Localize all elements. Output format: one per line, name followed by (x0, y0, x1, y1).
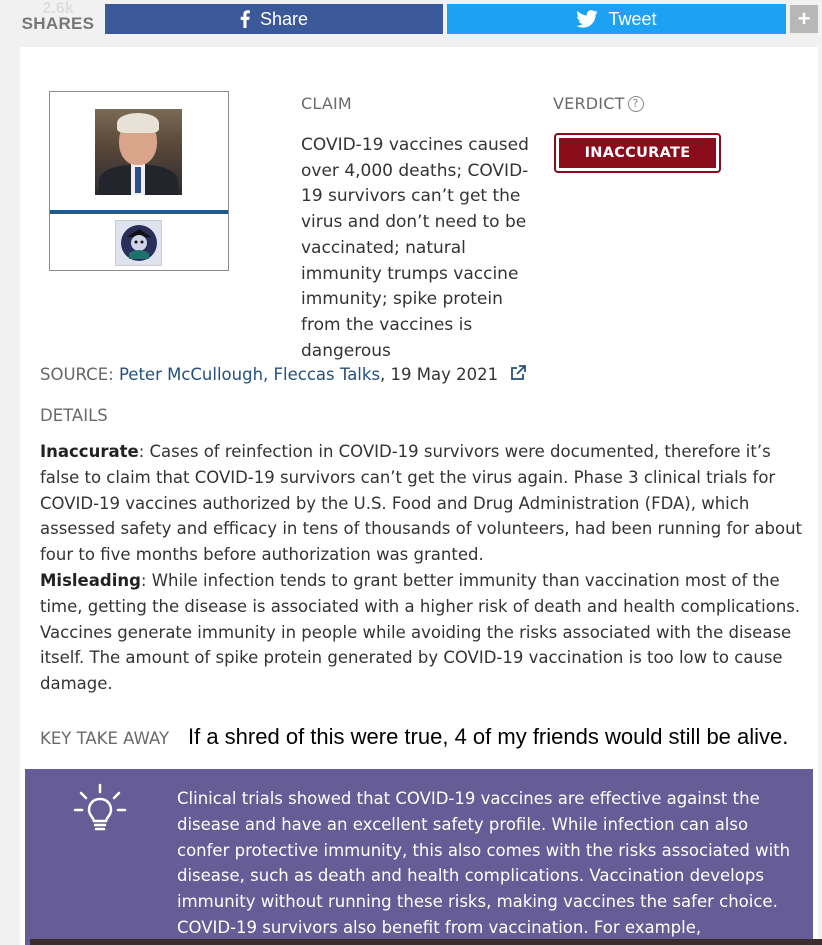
source-line (40, 364, 527, 386)
claim-text: COVID-19 vaccines caused over 4,000 deaths; COVID-19 survivors can’t get the virus and don’t need to be vaccinated; natural immunity trumps vaccine immunity; spike protein from the vaccines is dangerous (301, 135, 529, 361)
claim-source-image (49, 91, 229, 271)
lightbulb-icon (73, 783, 127, 841)
detail-text: : Cases of reinfection in COVID-19 survivors were documented, therefore it’s false to claim that COVID-19 survivors can’t get the virus again. Phase 3 clinical trials for COVID-19 vaccines authorized by the U.S. Food and Drug Administration (FDA), which assessed safety and efficacy in tens of thousands of volunteers, had been running for about four to five months before authorization was granted. (40, 442, 803, 565)
facebook-icon (240, 10, 250, 28)
bottom-strip (30, 939, 822, 945)
key-take-away-label: KEY TAKE AWAY (40, 729, 170, 748)
verdict-label (553, 94, 644, 113)
share-count (18, 2, 98, 32)
facebook-share-button[interactable] (105, 4, 443, 34)
share-count-number: 2.6k (42, 0, 74, 17)
divider (50, 210, 228, 214)
speaker-photo (95, 109, 182, 195)
detail-term: Misleading (40, 570, 141, 590)
details-label: DETAILS (40, 406, 108, 425)
verdict-label-text: VERDICT (553, 94, 625, 113)
detail-term: Inaccurate (40, 442, 139, 461)
detail-text: : While infection tends to grant better immunity than vaccination most of the time, getting the disease is associated with a higher risk of death and health complications. Vaccines generate immunity in people while avoiding the risks associated with the disease itself. The amount of spike protein generated by COVID-19 vaccination is too low to cause damage. (40, 570, 801, 694)
plus-icon: + (797, 6, 811, 31)
detail-item-misleading (40, 568, 802, 697)
share-bar (0, 0, 822, 36)
claim-label: CLAIM (301, 94, 352, 113)
key-take-away-box (25, 769, 813, 945)
source-link[interactable]: Peter McCullough, Fleccas Talks (118, 365, 381, 384)
takeaway-text: Clinical trials showed that COVID-19 vaccines are effective against the disease and have an excellent safety profile. While infection can also confer protective immunity, this also comes with the risks associated with disease, such as death and health complications. Vaccination develops immunity without running these risks, making vaccines the safer choice. COVID-19 survivors also benefit from vaccination. For example, (177, 789, 791, 937)
help-icon[interactable]: ? (628, 96, 644, 112)
facebook-share-label: Share (259, 8, 309, 29)
source-date: , 19 May 2021 (380, 365, 499, 384)
verdict-badge (554, 133, 721, 173)
twitter-icon (576, 10, 598, 28)
detail-item-inaccurate (40, 439, 802, 568)
more-share-button[interactable] (790, 5, 818, 33)
verdict-text: INACCURATE (559, 138, 716, 168)
twitter-tweet-label: Tweet (608, 8, 657, 29)
twitter-tweet-button[interactable] (447, 4, 786, 34)
details-body (40, 439, 802, 697)
share-count-label: SHARES (21, 14, 95, 33)
external-link-icon[interactable] (509, 364, 527, 386)
overlay-comment: If a shred of this were true, 4 of my friends would still be alive. (188, 724, 789, 749)
source-label: SOURCE: (40, 365, 114, 384)
podcast-logo (115, 220, 162, 266)
